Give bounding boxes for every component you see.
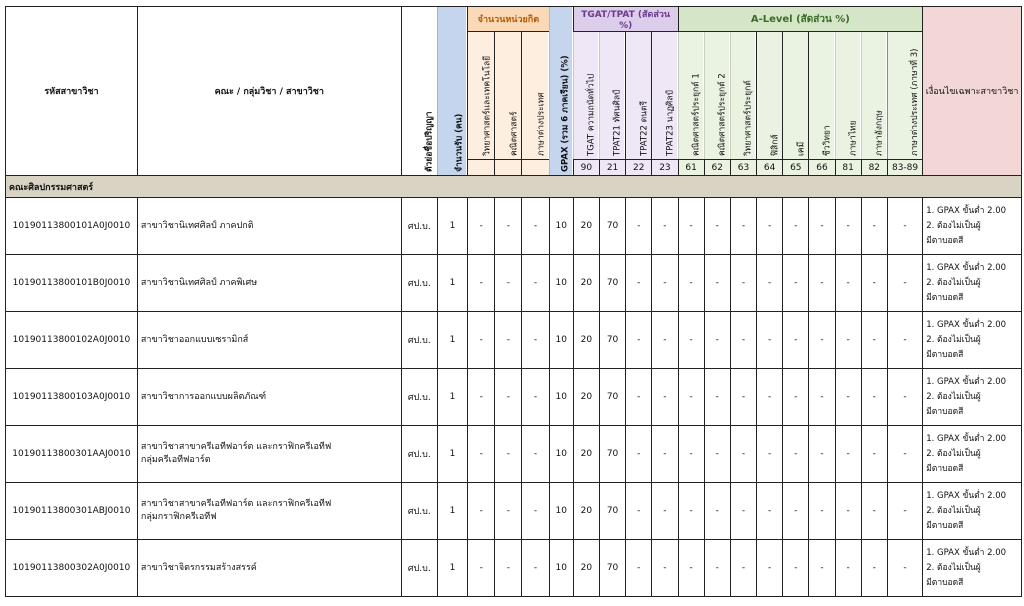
tpat21-value: 70 <box>599 369 625 426</box>
condition-line3: มีตาบอดสี <box>926 406 964 417</box>
program-name <box>137 198 401 255</box>
seats-value: 1 <box>437 198 467 255</box>
header-tgat-2: TPAT22 ดนตรี <box>626 32 652 160</box>
header-credits-group: จำนวนหน่วยกิต <box>468 7 550 32</box>
alevel-value: - <box>887 369 922 426</box>
condition-line1: 1. GPAX ขั้นต่ำ 2.00 <box>926 205 1007 216</box>
alevel-value: - <box>861 255 887 312</box>
alevel-value: - <box>783 540 809 597</box>
credit-value: - <box>522 540 549 597</box>
alevel-value: - <box>809 483 835 540</box>
credit-value: - <box>522 312 549 369</box>
header-alevel-1: คณิตศาสตร์ประยุกต์ 2 <box>704 32 730 160</box>
condition-line2: 2. ต้องไม่เป็นผู้ <box>926 391 981 402</box>
alevel-value: - <box>783 426 809 483</box>
alevel-value: - <box>678 540 704 597</box>
seats-value: 1 <box>437 483 467 540</box>
degree-abbr: ศป.บ. <box>401 540 437 597</box>
tpat23-value: - <box>652 255 678 312</box>
alevel-value: - <box>887 426 922 483</box>
header-degree: ตัวย่อชื่อปริญญา <box>401 7 437 176</box>
admission-table <box>5 6 1022 597</box>
credit-value: - <box>522 369 549 426</box>
alevel-value: - <box>757 255 783 312</box>
alevel-value: - <box>887 255 922 312</box>
condition-line2: 2. ต้องไม่เป็นผู้ <box>926 505 981 516</box>
tpat23-value: - <box>652 198 678 255</box>
alevel-value: - <box>835 255 861 312</box>
credit-value: - <box>495 426 522 483</box>
tgat-value: 20 <box>573 312 599 369</box>
header-alevel-4: เคมี <box>783 32 809 160</box>
header-alevel-code: 81 <box>835 160 861 176</box>
alevel-value: - <box>730 426 756 483</box>
header-alevel-code: 63 <box>730 160 756 176</box>
alevel-value: - <box>757 483 783 540</box>
alevel-value: - <box>809 540 835 597</box>
alevel-value: - <box>678 255 704 312</box>
header-tgat-0: TGAT ความถนัดทั่วไป <box>573 32 599 160</box>
tpat22-value: - <box>626 198 652 255</box>
table-row <box>6 369 1022 426</box>
credit-value: - <box>468 255 495 312</box>
program-name-line1: สาขาวิชาการออกแบบผลิตภัณฑ์ <box>140 391 267 402</box>
gpax-value: 10 <box>549 255 573 312</box>
program-name-line1: สาขาวิชานิเทศศิลป์ ภาคพิเศษ <box>140 277 258 288</box>
tpat21-value: 70 <box>599 255 625 312</box>
tpat22-value: - <box>626 426 652 483</box>
conditions-note <box>923 426 1022 483</box>
degree-abbr: ศป.บ. <box>401 369 437 426</box>
alevel-value: - <box>835 198 861 255</box>
program-code: 10190113800103A0J0010 <box>6 369 138 426</box>
gpax-value: 10 <box>549 312 573 369</box>
header-credit-sci: วิทยาศาสตร์และเทคโนโลยี <box>468 32 495 160</box>
condition-line2: 2. ต้องไม่เป็นผู้ <box>926 448 981 459</box>
header-alevel-5: ชีววิทยา <box>809 32 835 160</box>
alevel-value: - <box>678 426 704 483</box>
condition-line1: 1. GPAX ขั้นต่ำ 2.00 <box>926 433 1007 444</box>
condition-line2: 2. ต้องไม่เป็นผู้ <box>926 277 981 288</box>
tgat-value: 20 <box>573 540 599 597</box>
header-program: คณะ / กลุ่มวิชา / สาขาวิชา <box>137 7 401 176</box>
alevel-value: - <box>887 540 922 597</box>
header-tgat-code: 23 <box>652 160 678 176</box>
alevel-value: - <box>835 369 861 426</box>
header-seats: จำนวนรับ (คน) <box>437 7 467 176</box>
seats-value: 1 <box>437 540 467 597</box>
gpax-value: 10 <box>549 540 573 597</box>
table-row <box>6 312 1022 369</box>
alevel-value: - <box>783 198 809 255</box>
header-alevel-2: วิทยาศาสตร์ประยุกต์ <box>730 32 756 160</box>
program-name <box>137 255 401 312</box>
alevel-value: - <box>783 483 809 540</box>
alevel-value: - <box>835 540 861 597</box>
condition-line3: มีตาบอดสี <box>926 349 964 360</box>
alevel-value: - <box>861 540 887 597</box>
seats-value: 1 <box>437 312 467 369</box>
tpat22-value: - <box>626 312 652 369</box>
gpax-value: 10 <box>549 198 573 255</box>
program-code: 10190113800102A0J0010 <box>6 312 138 369</box>
header-alevel-8: ภาษาต่างประเทศ (ภาษาที่ 3) <box>887 32 922 160</box>
condition-line1: 1. GPAX ขั้นต่ำ 2.00 <box>926 262 1007 273</box>
alevel-value: - <box>809 312 835 369</box>
condition-line3: มีตาบอดสี <box>926 235 964 246</box>
program-name <box>137 483 401 540</box>
alevel-value: - <box>757 369 783 426</box>
program-name-line1: สาขาวิชาออกแบบเซรามิกส์ <box>140 334 249 345</box>
header-alevel-code: 62 <box>704 160 730 176</box>
tpat22-value: - <box>626 540 652 597</box>
conditions-note <box>923 312 1022 369</box>
gpax-value: 10 <box>549 426 573 483</box>
program-name <box>137 540 401 597</box>
tpat23-value: - <box>652 540 678 597</box>
alevel-value: - <box>861 483 887 540</box>
header-tgat-1: TPAT21 ทัศนศิลป์ <box>599 32 625 160</box>
credit-value: - <box>468 483 495 540</box>
alevel-value: - <box>757 540 783 597</box>
header-tgat-code: 90 <box>573 160 599 176</box>
alevel-value: - <box>678 312 704 369</box>
alevel-value: - <box>783 369 809 426</box>
alevel-value: - <box>861 426 887 483</box>
alevel-value: - <box>861 312 887 369</box>
program-name <box>137 426 401 483</box>
degree-abbr: ศป.บ. <box>401 255 437 312</box>
credit-value: - <box>522 255 549 312</box>
seats-value: 1 <box>437 369 467 426</box>
gpax-value: 10 <box>549 483 573 540</box>
alevel-value: - <box>783 255 809 312</box>
header-alevel-3: ฟิสิกส์ <box>757 32 783 160</box>
alevel-value: - <box>704 426 730 483</box>
tpat21-value: 70 <box>599 312 625 369</box>
condition-line3: มีตาบอดสี <box>926 520 964 531</box>
table-row <box>6 540 1022 597</box>
credit-value: - <box>468 426 495 483</box>
condition-line3: มีตาบอดสี <box>926 577 964 588</box>
header-code: รหัสสาขาวิชา <box>6 7 138 176</box>
header-tgat-code: 21 <box>599 160 625 176</box>
header-alevel-code: 82 <box>861 160 887 176</box>
conditions-note <box>923 540 1022 597</box>
alevel-value: - <box>730 312 756 369</box>
credit-value: - <box>468 369 495 426</box>
header-alevel-6: ภาษาไทย <box>835 32 861 160</box>
alevel-value: - <box>757 426 783 483</box>
degree-abbr: ศป.บ. <box>401 426 437 483</box>
header-credit-code <box>522 160 549 176</box>
tpat22-value: - <box>626 369 652 426</box>
alevel-value: - <box>757 312 783 369</box>
header-alevel-code: 65 <box>783 160 809 176</box>
credit-value: - <box>522 426 549 483</box>
header-credit-lang: ภาษาต่างประเทศ <box>522 32 549 160</box>
credit-value: - <box>468 312 495 369</box>
alevel-value: - <box>730 255 756 312</box>
header-alevel-7: ภาษาอังกฤษ <box>861 32 887 160</box>
table-row <box>6 483 1022 540</box>
header-tgat-3: TPAT23 นาฏศิลป์ <box>652 32 678 160</box>
table-row <box>6 198 1022 255</box>
alevel-value: - <box>809 198 835 255</box>
condition-line2: 2. ต้องไม่เป็นผู้ <box>926 562 981 573</box>
table-row <box>6 426 1022 483</box>
condition-line2: 2. ต้องไม่เป็นผู้ <box>926 334 981 345</box>
tgat-value: 20 <box>573 426 599 483</box>
table-row <box>6 255 1022 312</box>
alevel-value: - <box>730 540 756 597</box>
alevel-value: - <box>704 312 730 369</box>
alevel-value: - <box>757 198 783 255</box>
degree-abbr: ศป.บ. <box>401 483 437 540</box>
program-name <box>137 369 401 426</box>
program-name-line1: สาขาวิชาจิตรกรรมสร้างสรรค์ <box>140 562 257 573</box>
header-credit-code <box>468 160 495 176</box>
program-name-line2: กลุ่มครีเอทีฟอาร์ต <box>140 455 211 465</box>
credit-value: - <box>495 198 522 255</box>
credit-value: - <box>495 255 522 312</box>
header-alevel-code: 83-89 <box>887 160 922 176</box>
alevel-value: - <box>861 369 887 426</box>
alevel-value: - <box>887 312 922 369</box>
alevel-value: - <box>704 483 730 540</box>
alevel-value: - <box>678 483 704 540</box>
condition-line2: 2. ต้องไม่เป็นผู้ <box>926 220 981 231</box>
gpax-value: 10 <box>549 369 573 426</box>
header-conditions: เงื่อนไขเฉพาะสาขาวิชา <box>923 7 1022 176</box>
credit-value: - <box>495 369 522 426</box>
tpat22-value: - <box>626 483 652 540</box>
alevel-value: - <box>861 198 887 255</box>
program-code: 10190113800101B0J0010 <box>6 255 138 312</box>
condition-line3: มีตาบอดสี <box>926 463 964 474</box>
program-name-line1: สาขาวิชาสาขาครีเอทีฟอาร์ต และกราฟิกครีเอทีฟ <box>140 499 332 509</box>
alevel-value: - <box>835 312 861 369</box>
tpat21-value: 70 <box>599 198 625 255</box>
program-name-line1: สาขาวิชานิเทศศิลป์ ภาคปกติ <box>140 220 254 231</box>
program-name-line1: สาขาวิชาสาขาครีเอทีฟอาร์ต และกราฟิกครีเอทีฟ <box>140 442 332 452</box>
header-tgat-group: TGAT/TPAT (สัดส่วน %) <box>573 7 678 32</box>
header-credit-code <box>495 160 522 176</box>
alevel-value: - <box>730 369 756 426</box>
alevel-value: - <box>678 198 704 255</box>
alevel-value: - <box>730 198 756 255</box>
alevel-value: - <box>809 426 835 483</box>
condition-line1: 1. GPAX ขั้นต่ำ 2.00 <box>926 376 1007 387</box>
tpat23-value: - <box>652 369 678 426</box>
condition-line1: 1. GPAX ขั้นต่ำ 2.00 <box>926 490 1007 501</box>
condition-line3: มีตาบอดสี <box>926 292 964 303</box>
credit-value: - <box>522 483 549 540</box>
tgat-value: 20 <box>573 198 599 255</box>
alevel-value: - <box>678 369 704 426</box>
alevel-value: - <box>704 540 730 597</box>
conditions-note <box>923 369 1022 426</box>
alevel-value: - <box>887 483 922 540</box>
header-alevel-group: A-Level (สัดส่วน %) <box>678 7 923 32</box>
header-alevel-code: 61 <box>678 160 704 176</box>
tgat-value: 20 <box>573 483 599 540</box>
tpat21-value: 70 <box>599 426 625 483</box>
condition-line1: 1. GPAX ขั้นต่ำ 2.00 <box>926 547 1007 558</box>
program-code: 10190113800101A0J0010 <box>6 198 138 255</box>
credit-value: - <box>495 312 522 369</box>
alevel-value: - <box>835 426 861 483</box>
header-tgat-code: 22 <box>626 160 652 176</box>
seats-value: 1 <box>437 255 467 312</box>
conditions-note <box>923 255 1022 312</box>
header-gpax: GPAX (รวม 6 ภาคเรียน) (%) <box>549 7 573 176</box>
credit-value: - <box>495 483 522 540</box>
tgat-value: 20 <box>573 369 599 426</box>
credit-value: - <box>495 540 522 597</box>
alevel-value: - <box>887 198 922 255</box>
condition-line1: 1. GPAX ขั้นต่ำ 2.00 <box>926 319 1007 330</box>
tpat23-value: - <box>652 312 678 369</box>
alevel-value: - <box>783 312 809 369</box>
program-name <box>137 312 401 369</box>
program-code: 10190113800301AAJ0010 <box>6 426 138 483</box>
program-code: 10190113800301ABJ0010 <box>6 483 138 540</box>
header-alevel-code: 66 <box>809 160 835 176</box>
credit-value: - <box>468 540 495 597</box>
alevel-value: - <box>809 369 835 426</box>
conditions-note <box>923 198 1022 255</box>
conditions-note <box>923 483 1022 540</box>
credit-value: - <box>468 198 495 255</box>
alevel-value: - <box>704 198 730 255</box>
credit-value: - <box>522 198 549 255</box>
tpat23-value: - <box>652 483 678 540</box>
alevel-value: - <box>704 369 730 426</box>
header-credit-math: คณิตศาสตร์ <box>495 32 522 160</box>
degree-abbr: ศป.บ. <box>401 312 437 369</box>
alevel-value: - <box>835 483 861 540</box>
tpat21-value: 70 <box>599 540 625 597</box>
header-alevel-code: 64 <box>757 160 783 176</box>
degree-abbr: ศป.บ. <box>401 198 437 255</box>
tgat-value: 20 <box>573 255 599 312</box>
faculty-row: คณะศิลปกรรมศาสตร์ <box>6 176 1022 198</box>
tpat21-value: 70 <box>599 483 625 540</box>
alevel-value: - <box>704 255 730 312</box>
alevel-value: - <box>809 255 835 312</box>
tpat22-value: - <box>626 255 652 312</box>
program-code: 10190113800302A0J0010 <box>6 540 138 597</box>
seats-value: 1 <box>437 426 467 483</box>
program-name-line2: กลุ่มกราฟิกครีเอทีฟ <box>140 512 217 522</box>
tpat23-value: - <box>652 426 678 483</box>
header-alevel-0: คณิตศาสตร์ประยุกต์ 1 <box>678 32 704 160</box>
alevel-value: - <box>730 483 756 540</box>
